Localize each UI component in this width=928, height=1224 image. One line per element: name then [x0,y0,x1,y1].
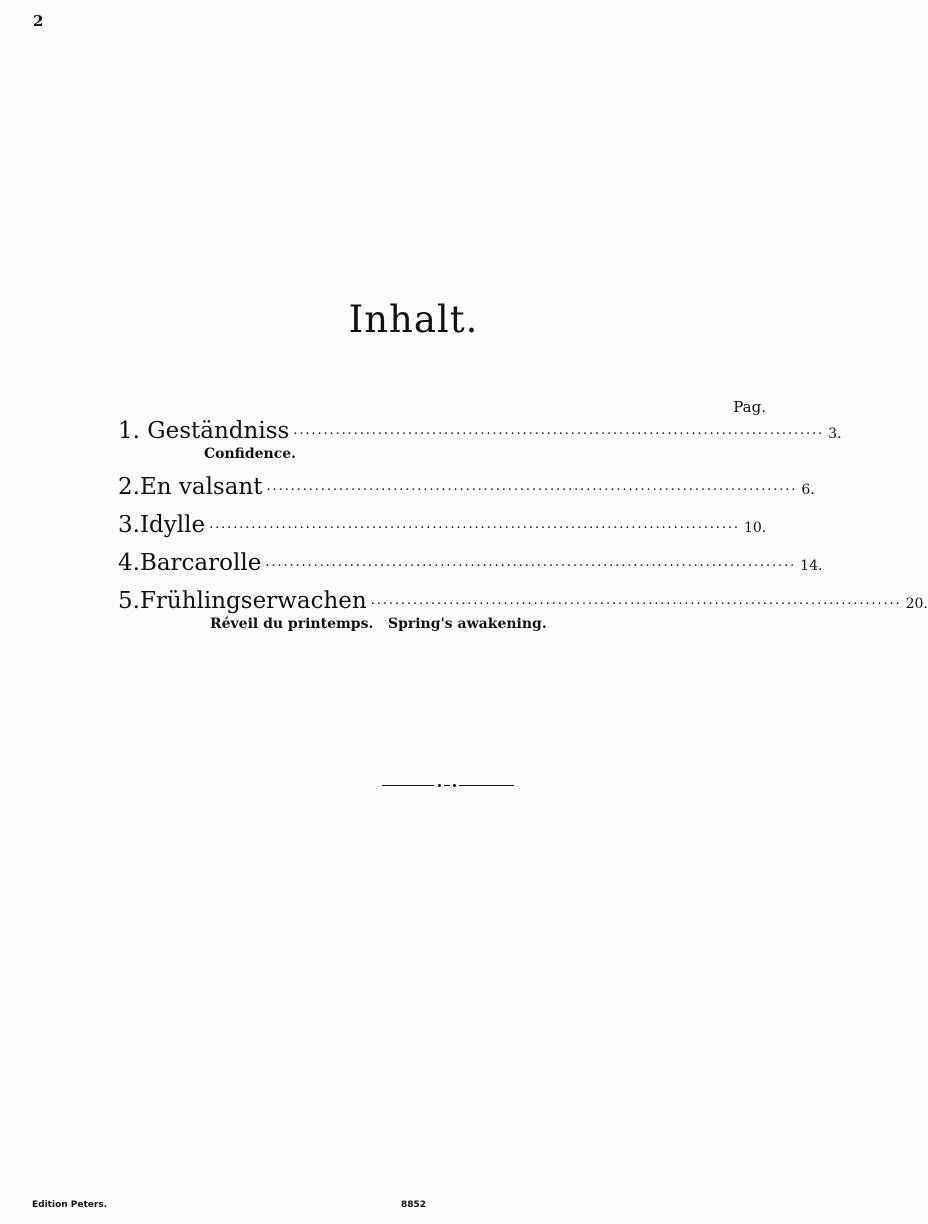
dot-leader: ........................................................................................ [265,555,797,570]
plate-number: 8852 [400,1200,427,1210]
toc-entry-page: 14. [800,558,823,574]
toc-entry-page: 20. [905,596,928,612]
toc-entry-title: 3.Idylle [118,512,206,538]
toc-entry [118,550,823,576]
page-number: 2 [33,12,44,30]
ornamental-divider [382,784,514,788]
dot-leader: ........................................................................................ [293,423,825,438]
table-of-contents [118,398,928,644]
toc-entry-page: 6. [801,482,815,498]
toc-entry-title: 2.En valsant [118,474,263,500]
page-title: Inhalt. [348,298,479,341]
toc-entry-page: 3. [828,426,842,442]
dot-leader: ........................................................................................ [266,479,798,494]
toc-entry-page: 10. [743,520,767,536]
toc-entry-title: 4.Barcarolle [118,550,262,576]
toc-entry-subtitle: Réveil du printemps. Spring's awakening. [210,616,547,632]
dot-leader: ........................................................................................ [370,593,902,608]
toc-entry-subtitle: Confidence. [204,446,297,462]
toc-entry [118,474,815,500]
publisher-name: Edition Peters. [32,1200,108,1210]
toc-entry [118,588,928,632]
toc-entry-title: 5.Frühlingserwachen [118,588,367,614]
toc-entry-title: 1. Geständniss [118,418,290,444]
page-column-label: Pag. [733,398,766,416]
toc-entry [118,512,766,538]
toc-entry [118,418,842,462]
dot-leader: ........................................................................................ [209,517,740,532]
